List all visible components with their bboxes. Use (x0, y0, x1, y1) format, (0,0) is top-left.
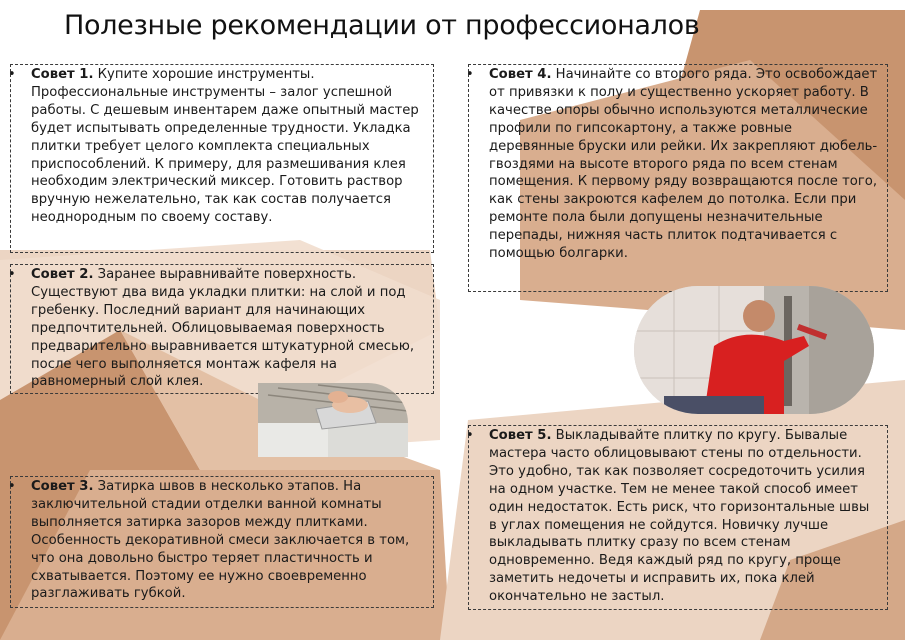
tip-body: Заранее выравнивайте поверхность. Существуют два вида укладки плитки: на слой и под гребенку. Последний вариант для начинающих предпочтительней. Облицовываемая поверхность предварительно выравнивается штукатурной смесью, после чего выполняется монтаж кафеля на равномерный слой клея. (31, 267, 415, 390)
tip-body: Затирка швов в несколько этапов. На заключительной стадии отделки ванной комнаты выполняется затирка зазоров между плитками. Особенность декоративной смеси заключается в том, что она довольно быстро теряет пластичность и схватывается. Поэтому ее нужно своевременно разглаживать губкой. (31, 479, 410, 602)
tip-heading: Совет 5. (489, 428, 552, 443)
bullet-icon: • (8, 479, 16, 494)
tip-card-5 (468, 425, 888, 610)
bullet-icon: • (466, 67, 474, 82)
tip-body: Купите хорошие инструменты. Профессиональные инструменты – залог успешной работы. С дешевым инвентарем даже опытный мастер будет испытывать определенные трудности. Укладка плитки требует целого комплекта специальных приспособлений. К примеру, для размешивания клея необходим электрический миксер. Готовить раствор вручную нежелательно, так как состав получается неоднородным по своему составу. (31, 67, 419, 226)
bullet-icon: • (8, 67, 16, 82)
notched-trowel-photo (258, 383, 408, 457)
bullet-icon: • (8, 267, 16, 282)
tip-heading: Совет 2. (31, 267, 94, 282)
tiler-at-work-photo (634, 286, 874, 414)
tip-heading: Совет 3. (31, 479, 94, 494)
tip-card-1 (10, 64, 434, 253)
tip-card-2 (10, 264, 434, 394)
tip-heading: Совет 4. (489, 67, 552, 82)
bullet-icon: • (466, 428, 474, 443)
tip-body: Выкладывайте плитку по кругу. Бывалые мастера часто облицовывают стены по отдельности. Это удобно, так как позволяет сосредоточить усилия на одном участке. Тем не менее такой способ имеет один недостаток. Есть риск, что горизонтальные швы в углах помещения не сойдутся. Новичку лучше выкладывать плитку сразу по всем стенам одновременно. Ведя каждый ряд по кругу, проще заметить недочеты и исправить их, пока клей окончательно не застыл. (489, 428, 870, 605)
tip-card-4 (468, 64, 888, 292)
tip-heading: Совет 1. (31, 67, 94, 82)
tip-card-3 (10, 476, 434, 608)
page-title: Полезные рекомендации от профессионалов (64, 10, 700, 41)
tip-body: Начинайте со второго ряда. Это освобождает от привязки к полу и существенно ускоряет работу. В качестве опоры обычно используются металлические профили по гипсокартону, а также ровные деревянные бруски или рейки. Их закрепляют дюбель-гвоздями на высоте второго ряда по всем стенам помещения. К первому ряду возвращаются после того, как стены закроются кафелем до потолка. Если при ремонте пола были допущены незначительные перепады, нижняя часть плиток подтачивается с помощью болгарки. (489, 67, 878, 262)
